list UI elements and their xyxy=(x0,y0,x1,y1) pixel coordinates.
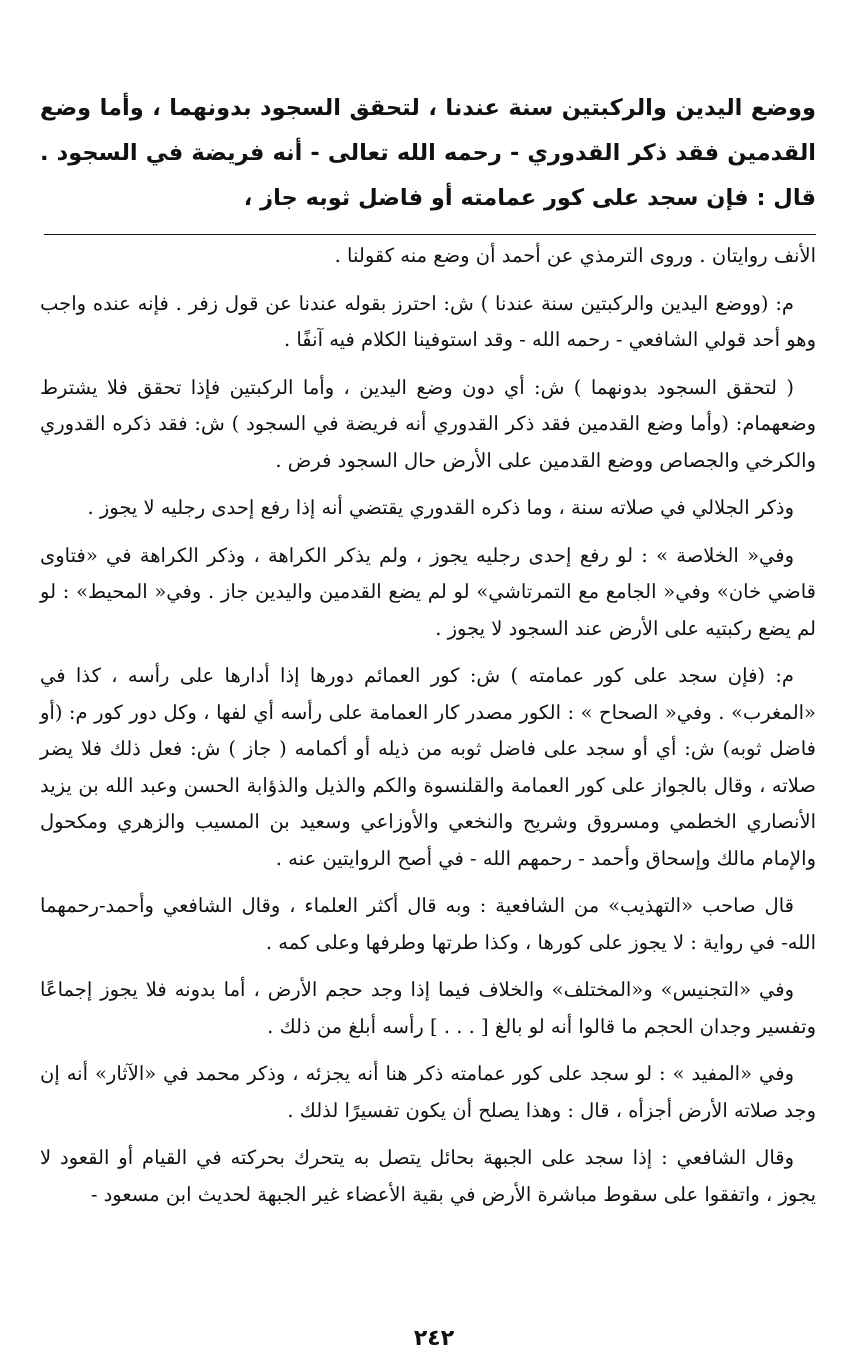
page-number: ٢٤٢ xyxy=(413,1326,455,1351)
commentary-paragraph: قال صاحب «التهذيب» من الشافعية : وبه قال أكثر العلماء ، وقال الشافعي وأحمد-رحمهما الله- في رواية : لا يجوز على كورها ، وكذا طرتها وطرفها وعلى كمه . xyxy=(40,894,816,954)
sharh-commentary xyxy=(40,238,816,1224)
commentary-paragraph: الأنف روايتان . وروى الترمذي عن أحمد أن وضع منه كقولنا . xyxy=(334,244,816,267)
commentary-paragraph: وفي« الخلاصة » : لو رفع إحدى رجليه يجوز ، ولم يذكر الكراهة ، وذكر الكراهة في «فتاوى قاضي خان» وفي« الجامع مع التمرتاشي» لو لم يضع القدمين واليدين جاز . وفي« المحيط» : لو لم يضع ركبتيه على الأرض عند السجود لا يجوز . xyxy=(40,543,816,640)
matn-text: ووضع اليدين والركبتين سنة عندنا ، لتحقق السجود بدونهما ، وأما وضع القدمين فقد ذكر القدوري - رحمه الله تعالى - أنه فريضة في السجود . قال : فإن سجد على كور عمامته أو فاضل ثوبه جاز ، xyxy=(40,95,816,211)
commentary-paragraph: ( لتحقق السجود بدونهما ) ش: أي دون وضع اليدين ، وأما الركبتين فإذا تحقق فلا يشترط وضعهمام: (وأما وضع القدمين فقد ذكر القدوري أنه فريضة في السجود ) ش: فقد ذكره القدوري والكرخي والجصاص ووضع القدمين على الأرض حال السجود فرض . xyxy=(40,375,816,472)
footnote-separator xyxy=(44,234,816,235)
commentary-paragraph: وفي «المفيد » : لو سجد على كور عمامته ذكر هنا أنه يجزئه ، وذكر محمد في «الآثار» أنه إن وجد صلاته الأرض أجزأه ، قال : وهذا يصلح أن يكون تفسيرًا لذلك . xyxy=(40,1062,816,1122)
commentary-paragraph: م: (ووضع اليدين والركبتين سنة عندنا ) ش: احترز بقوله عندنا عن قول زفر . فإنه عنده واجب وهو أحد قولي الشافعي - رحمه الله - وقد استوفينا الكلام فيه آنفًا . xyxy=(40,291,816,351)
commentary-paragraph: م: (فإن سجد على كور عمامته ) ش: كور العمائم دورها إذا أدارها على رأسه ، كذا في «المغرب» . وفي« الصحاح » : الكور مصدر كار العمامة على رأسه أي لفها ، وكل دور كور م: (أو فاضل ثوبه) ش: أي أو سجد على فاضل ثوبه من ذيله أو أكمامه ( جاز ) ش: فعل ذلك فلا يضر صلاته ، وقال بالجواز على كور العمامة والقلنسوة والكم والذيل والذؤابة الحسن وعبد الله بن يزيد الأنصاري الخطمي ومسروق وشريح والنخعي والأوزاعي وسعيد بن المسيب والزهري ومكحول والإمام مالك وإسحاق وأحمد - رحمهم الله - في أصح الروايتين عنه . xyxy=(40,664,816,870)
commentary-paragraph: وفي «التجنيس» و«المختلف» والخلاف فيما إذا وجد حجم الأرض ، أما بدونه فلا يجوز إجماعًا وتفسير وجدان الحجم ما قالوا أنه لو بالغ [ . . . ] رأسه أبلغ من ذلك . xyxy=(40,978,816,1038)
commentary-paragraph: وذكر الجلالي في صلاته سنة ، وما ذكره القدوري يقتضي أنه إذا رفع إحدى رجليه لا يجوز . xyxy=(87,496,794,519)
commentary-paragraph: وقال الشافعي : إذا سجد على الجبهة بحائل يتصل به يتحرك بحركته في القيام أو القعود لا يجوز ، واتفقوا على سقوط مباشرة الأرض في بقية الأعضاء غير الجبهة لحديث ابن مسعود - xyxy=(40,1146,816,1206)
